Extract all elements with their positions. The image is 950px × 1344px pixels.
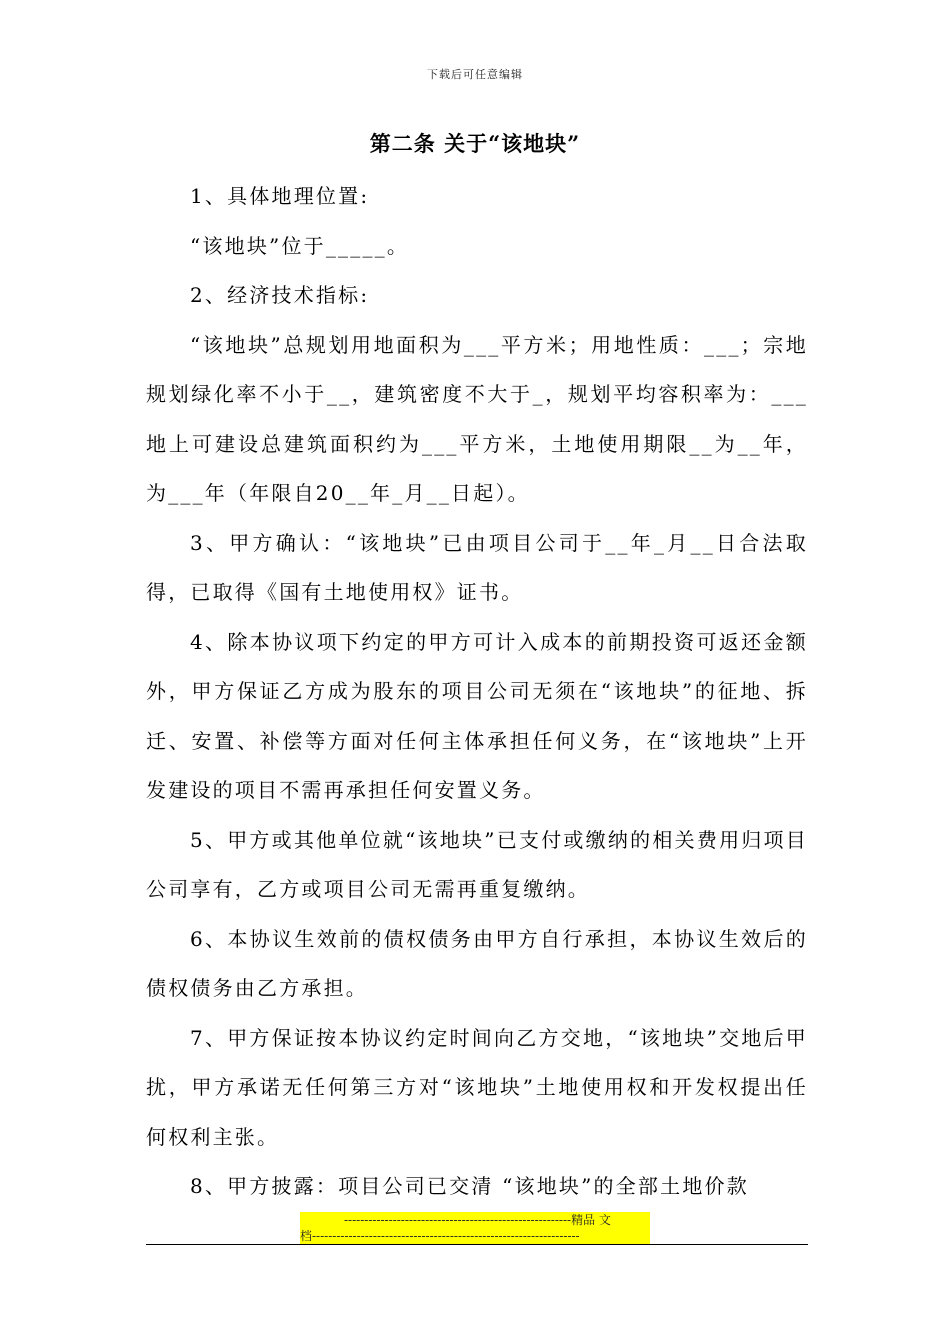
footer-divider: [146, 1244, 808, 1245]
paragraph-clause-8: 8、甲方披露：项目公司已交清 “该地块”的全部土地价款: [190, 1174, 749, 1198]
paragraph-indicators-heading: 2、经济技术指标:: [190, 283, 370, 307]
paragraph-location-heading: 1、具体地理位置:: [190, 184, 370, 208]
paragraph-clause-4: 4、除本协议项下约定的甲方可计入成本的前期投资可返还金额外，甲方保证乙方成为股东的项目公司无须在“该地块”的征地、拆迁、安置、补偿等方面对任何主体承担任何义务，在“该地块”上开发建设的项目不需再承担任何安置义务。: [146, 629, 808, 802]
paragraph-clause-6: 6、本协议生效前的债权债务由甲方自行承担，本协议生效后的债权债务由乙方承担。: [146, 926, 808, 1000]
footer-banner-line-1: --------------------------------------------------------精品 文: [300, 1212, 650, 1228]
paragraph-clause-3: 3、甲方确认：“该地块”已由项目公司于__年_月__日合法取得，已取得《国有土地使用权》证书。: [146, 530, 808, 604]
paragraph-clause-7: 7、甲方保证按本协议约定时间向乙方交地，“该地块”交地后甲 扰，甲方承诺无任何第三方对“该地块”土地使用权和开发权提出任何权利主张。: [146, 1025, 808, 1149]
paragraph-location-text: “该地块”位于_____。: [190, 233, 410, 258]
document-body: [146, 172, 808, 1212]
paragraph-clause-5: 5、甲方或其他单位就“该地块”已支付或缴纳的相关费用归项目公司享有，乙方或项目公司无需再重复缴纳。: [146, 827, 808, 901]
page-header-note: 下载后可任意编辑: [427, 68, 523, 81]
paragraph-indicators-text: “该地块”总规划用地面积为___平方米；用地性质：___；宗地规划绿化率不小于__，建筑密度不大于_，规划平均容积率为：___地上可建设总建筑面积约为___平方米，土地使用期限__为__年，为___年（年限自20__年_月__日起）。: [146, 332, 808, 505]
article-title: 第二条 关于“该地块”: [369, 131, 581, 156]
footer-watermark-banner: [300, 1212, 650, 1244]
footer-banner-line-2: 档------------------------------------------------------------------: [300, 1228, 650, 1244]
